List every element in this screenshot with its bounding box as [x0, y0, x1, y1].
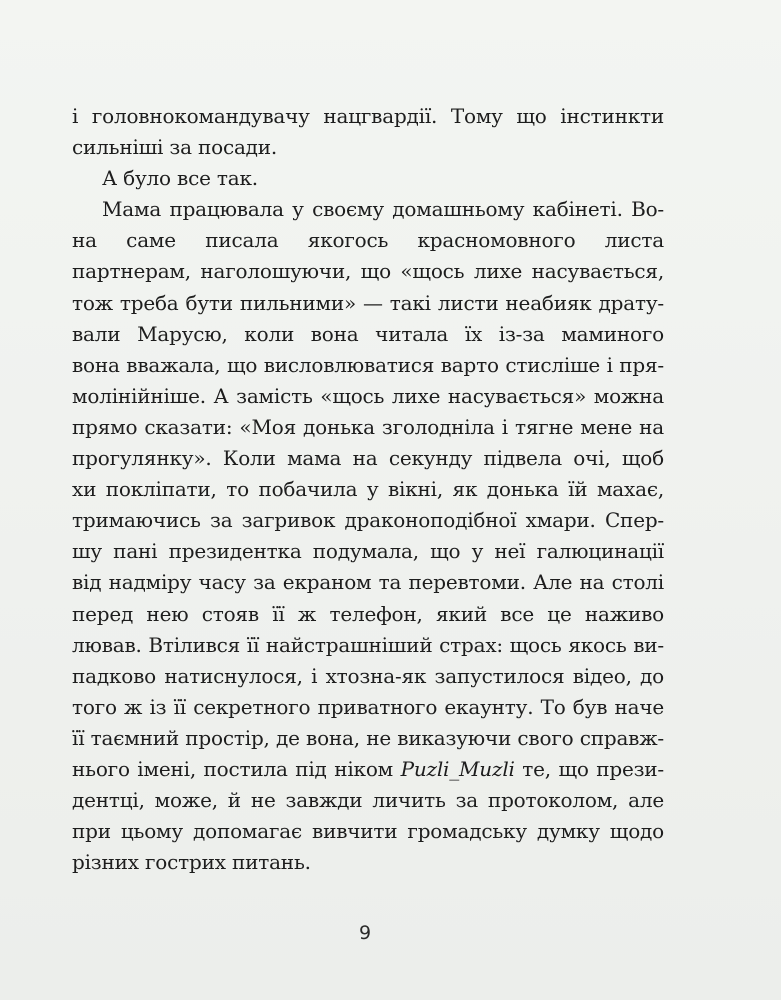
text-line: її таємний простір, де вона, не виказуючи свого справж-	[72, 725, 664, 750]
text-line: лював. Втілився її найстрашніший страх: щось якось ви-	[72, 632, 664, 657]
text-line-with-nick	[72, 754, 664, 785]
text-line: прогулянку». Коли мама на секунду підвела очі, щоб	[72, 446, 664, 471]
text-line: перед нею стояв її ж телефон, який все це наживо	[72, 601, 664, 626]
text-line: прямо сказати: «Моя донька зголодніла і тягне мене на	[72, 414, 664, 439]
page-number: 9	[358, 922, 372, 944]
text-line: вона вважала, що висловлюватися варто стисліше і пря-	[72, 352, 664, 377]
text-line: А було все так.	[102, 166, 258, 191]
text-line: Мама працювала у своєму домашньому кабінеті. Во-	[102, 197, 664, 222]
text-segment: те, що прези-	[522, 756, 664, 781]
text-line: вали Марусю, коли вона читала їх із-за маминого	[72, 321, 664, 346]
text-line: хи покліпати, то побачила у вікні, як донька їй махає,	[72, 477, 664, 502]
text-line: і головнокомандувачу нацгвардії. Тому що інстинкти	[72, 104, 664, 128]
text-line: від надміру часу за екраном та перевтоми. Але на столі	[72, 570, 664, 595]
text-line: партнерам, наголошуючи, що «щось лихе насувається,	[72, 259, 664, 284]
text-line: дентці, може, й не завжди личить за протоколом, але	[72, 788, 664, 813]
body-text	[72, 101, 664, 878]
text-line: молінійніше. А замість «щось лихе насувається» можна	[72, 383, 664, 408]
text-line: при цьому допомагає вивчити громадську думку щодо	[72, 819, 664, 844]
text-line: тож треба бути пильними» — такі листи неабияк драту-	[72, 290, 664, 315]
text-line: різних гострих питань.	[72, 850, 311, 875]
text-line: шу пані президентка подумала, що у неї галюцинації	[72, 539, 664, 564]
text-line: сильніші за посади.	[72, 135, 278, 160]
text-line: на саме писала якогось красномовного листа	[72, 228, 664, 253]
text-line: падково натиснулося, і хтозна-як запустилося відео, до	[72, 663, 664, 688]
text-line: тримаючись за загривок драконоподібної хмари. Спер-	[72, 508, 664, 533]
text-line: того ж із її секретного приватного екаунту. То був наче	[72, 694, 664, 719]
text-segment: нього імені, постила під ніком	[72, 756, 394, 781]
nickname: Puzli_Muzli	[400, 756, 515, 781]
